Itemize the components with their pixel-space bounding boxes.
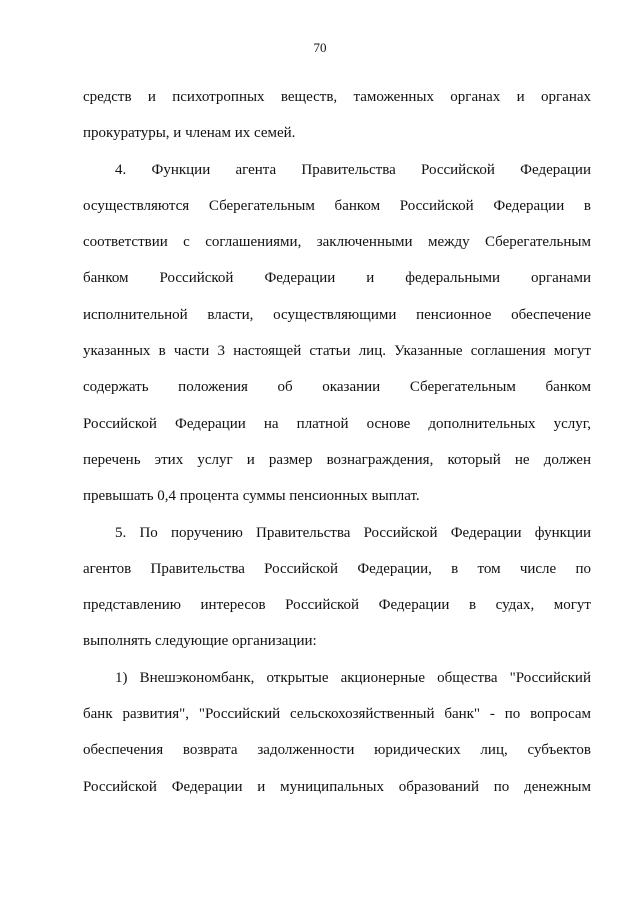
text-line: превышать 0,4 процента суммы пенсионных выплат. bbox=[83, 488, 420, 505]
text-line: исполнительной власти, осуществляющими пенсионное обеспечение bbox=[83, 306, 591, 323]
text-line: банком Российской Федерации и федеральными органами bbox=[83, 270, 591, 287]
text-line: перечень этих услуг и размер вознаграждения, который не должен bbox=[83, 451, 591, 468]
text-line: соответствии с соглашениями, заключенными между Сберегательным bbox=[83, 234, 591, 251]
paragraph-4-start: 4. Функции агента Правительства Российской Федерации bbox=[115, 161, 591, 178]
text-line: Российской Федерации и муниципальных образований по денежным bbox=[83, 778, 591, 795]
text-line: содержать положения об оказании Сберегательным банком bbox=[83, 379, 591, 396]
text-line: представлению интересов Российской Федерации в судах, могут bbox=[83, 597, 591, 614]
list-item-1-start: 1) Внешэкономбанк, открытые акционерные общества "Российский bbox=[115, 669, 591, 686]
text-line: обеспечения возврата задолженности юридических лиц, субъектов bbox=[83, 742, 591, 759]
text-line: агентов Правительства Российской Федерации, в том числе по bbox=[83, 560, 591, 577]
text-line: банк развития", "Российский сельскохозяйственный банк" - по вопросам bbox=[83, 706, 591, 723]
document-body bbox=[83, 79, 591, 805]
text-line: прокуратуры, и членам их семей. bbox=[83, 125, 296, 142]
paragraph-5-start: 5. По поручению Правительства Российской Федерации функции bbox=[115, 524, 591, 541]
text-line: осуществляются Сберегательным банком Российской Федерации в bbox=[83, 197, 591, 214]
text-line: Российской Федерации на платной основе дополнительных услуг, bbox=[83, 415, 591, 432]
page-number: 70 bbox=[313, 40, 327, 55]
text-line: указанных в части 3 настоящей статьи лиц. Указанные соглашения могут bbox=[83, 343, 591, 360]
text-line: выполнять следующие организации: bbox=[83, 633, 317, 650]
text-line: средств и психотропных веществ, таможенных органах и органах bbox=[83, 89, 591, 105]
